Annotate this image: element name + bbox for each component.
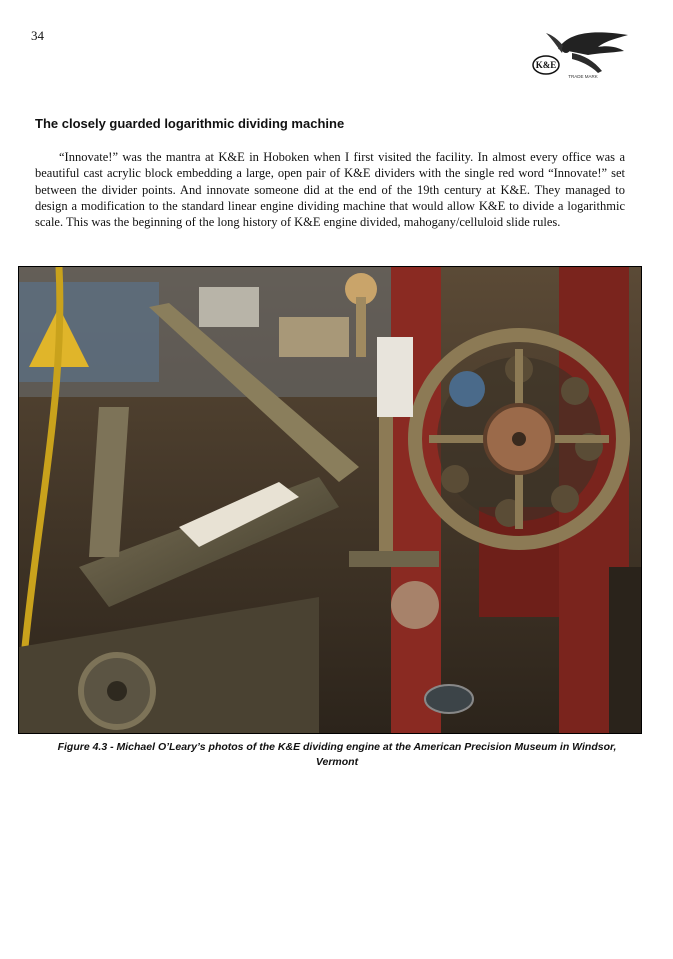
logo-trade-mark-text: TRADE MARK — [568, 74, 598, 79]
dividing-engine-photo — [18, 266, 642, 734]
page-number: 34 — [31, 28, 44, 43]
logo-mark-text: K&E — [535, 60, 557, 70]
figure-caption: Figure 4.3 - Michael O’Leary’s photos of the K&E dividing engine at the American Precision Museum in Windsor, Vermont — [57, 741, 617, 768]
section-heading: The closely guarded logarithmic dividing machine — [35, 116, 345, 131]
eagle-trademark-icon — [528, 27, 632, 81]
body-paragraph: “Innovate!” was the mantra at K&E in Hoboken when I first visited the facility. In almost every office was a beautiful cast acrylic block embedding a large, open pair of K&E dividers with the single red word “Innovate!” set between the divider points. And innovate someone did at the end of the 19th century at K&E. They managed to design a modification to the standard linear engine dividing machine that would allow K&E to divide a logarithmic scale. This was the beginning of the long history of K&E engine divided, mahogany/celluloid slide rules. — [35, 150, 625, 230]
